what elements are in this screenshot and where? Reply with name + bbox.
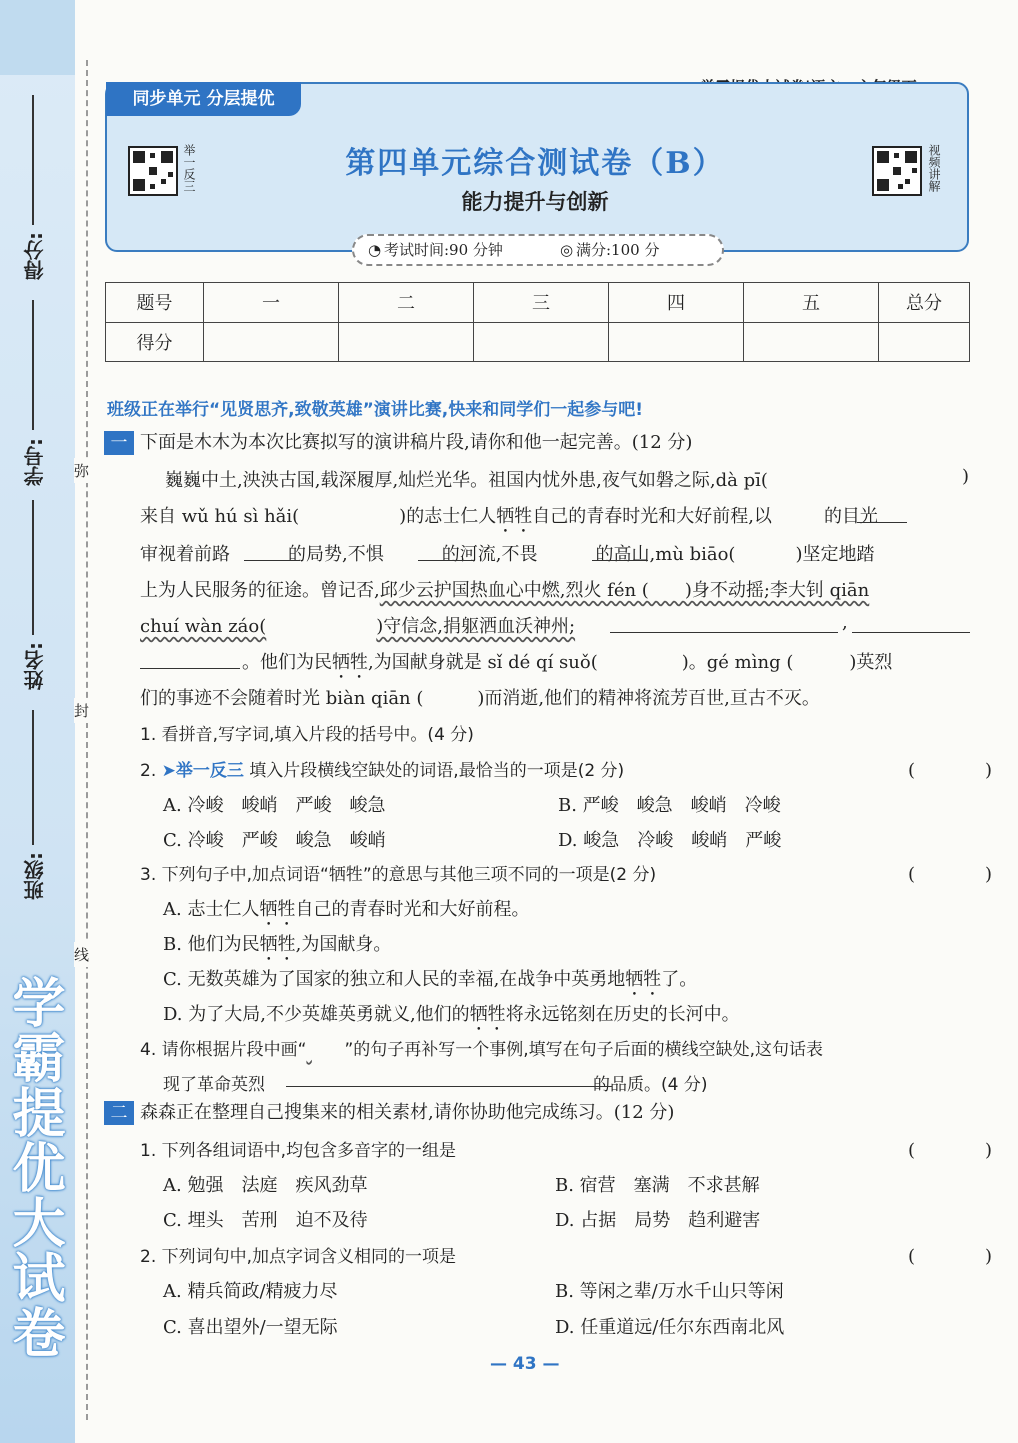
question-2-2: 2. 下列词句中,加点字词含义相同的一项是 (140, 1247, 457, 1267)
score-cell: 五 (744, 283, 879, 323)
score-cell: 总分 (879, 283, 970, 323)
question-1-4-cont (163, 1070, 707, 1095)
passage-text: 的目光 (823, 506, 878, 527)
intro-text: 班级正在举行“见贤思齐,致敬英雄”演讲比赛,快来和同学们一起参与吧! (107, 400, 644, 420)
option-c[interactable]: C. 埋头 苦刑 迫不及待 (163, 1210, 368, 1231)
question-number: 2. (140, 761, 157, 781)
score-cell: 一 (204, 283, 339, 323)
answer-paren[interactable]: ( ) (908, 1140, 1018, 1161)
option-text: B. 他们为民 (163, 934, 260, 955)
option-a[interactable]: A. 冷峻 峻峭 严峻 峻急 (163, 795, 386, 816)
score-cell: 得分 (106, 322, 204, 362)
passage-line-5 (140, 612, 575, 638)
dotted-word: 牺牲 (496, 506, 533, 527)
exam-time: 考试时间:90 分钟 (384, 241, 503, 259)
answer-paren[interactable]: ( ) (908, 1246, 1018, 1267)
page-number: — 43 — (490, 1354, 560, 1374)
passage-text: 的河流,不畏 (441, 544, 538, 565)
wavy-sentence: 邱少云护国热血心中燃,烈火 fén ( )身不动摇;李大钊 qiān (379, 580, 870, 601)
option-text: A. 志士仁人 (163, 899, 260, 920)
answer-paren[interactable]: ( ) (908, 760, 1018, 781)
passage-line-4 (140, 576, 869, 602)
score-cell: 题号 (106, 283, 204, 323)
dotted-word: 牺牲 (259, 934, 296, 955)
side-strip-top (0, 0, 75, 75)
section-1-number: 一 (104, 431, 134, 455)
field-score-line (32, 95, 34, 225)
option-d[interactable]: D. 任重道远/任尔东西南北风 (555, 1317, 785, 1338)
field-id-line (32, 300, 34, 430)
page-title: 第四单元综合测试卷（B） (345, 146, 725, 181)
section-2-number: 二 (104, 1101, 134, 1125)
field-class-line (32, 710, 34, 845)
option-text: ,为国献身。 (295, 934, 392, 955)
seal-line (86, 60, 88, 1420)
option-d[interactable]: D. 占据 局势 趋利避害 (555, 1210, 761, 1231)
question-text: 的品质。(4 分) (593, 1075, 708, 1095)
clock-icon: ◔ (368, 241, 382, 259)
passage-line-6 (242, 648, 892, 683)
passage-text: )坚定地踏 (795, 544, 875, 565)
passage-text: 的高山,mù biāo( (595, 544, 736, 565)
wavy-sentence: )守信念,捐躯洒血沃神州; (376, 616, 576, 637)
passage-text: 上为人民服务的征途。曾记否, (140, 580, 380, 601)
question-1-3: 3. 下列句子中,加点词语“牺牲”的意思与其他三项不同的一项是(2 分) (140, 865, 657, 885)
unit-tag: 同步单元 分层提优 (106, 82, 301, 116)
tip-tag: ➤举一反三 (161, 761, 244, 781)
fill-blank[interactable] (857, 522, 907, 523)
score-input[interactable] (339, 322, 474, 362)
score-table-score-row (106, 322, 970, 362)
section-2-heading-text: 森森正在整理自己搜集来的相关素材,请你协助他完成练习。(12 分) (140, 1102, 675, 1123)
passage-line-2 (140, 502, 878, 537)
passage-text: 审视着前路 (140, 544, 230, 565)
qr-code-left[interactable] (128, 146, 178, 196)
exam-info-pill (352, 234, 724, 266)
field-score-label: 得分: (23, 232, 47, 280)
option-a[interactable]: A. 勉强 法庭 疾风劲草 (163, 1175, 368, 1196)
qr-right-label: 视频讲解 (927, 144, 941, 192)
option-b[interactable]: B. 严峻 峻急 峻峭 冷峻 (558, 795, 781, 816)
section-1-heading (104, 428, 692, 455)
score-input[interactable] (744, 322, 879, 362)
option-b[interactable]: B. 等闲之辈/万水千山只等闲 (555, 1281, 784, 1302)
page-subtitle: 能力提升与创新 (461, 190, 609, 214)
passage-text: 自己的青春时光和大好前程,以 (532, 506, 772, 527)
option-text: 将永远铭刻在历史的长河中。 (505, 1004, 740, 1025)
fill-blank[interactable] (852, 632, 970, 633)
passage-text: 巍巍中土,泱泱古国,载深履厚,灿烂光华。祖国内忧外患,夜气如磐之际,dà pī( (165, 470, 768, 491)
qr-pattern-right (874, 148, 920, 194)
passage-text: )的志士仁人 (399, 506, 497, 527)
fill-blank[interactable] (286, 1086, 612, 1087)
seal-label-xian: 线 (74, 942, 89, 967)
option-c[interactable]: C. 喜出望外/一望无际 (163, 1317, 338, 1338)
fill-blank[interactable] (244, 560, 300, 561)
full-score: 满分:100 分 (576, 241, 660, 259)
question-1-2 (140, 756, 624, 781)
passage-line-1-end: ) (962, 466, 970, 487)
qr-left-label: 举一反三 (182, 144, 196, 192)
field-name-line (32, 500, 34, 635)
question-1-4 (140, 1035, 823, 1060)
question-1-1: 1. 看拼音,写字词,填入片段的括号中。(4 分) (140, 725, 474, 745)
seal-label-feng: 封 (74, 698, 89, 723)
vertical-brand-title: 学霸提优大试卷 (4, 975, 65, 1360)
passage-line-3 (140, 540, 874, 566)
passage-text: )英烈 (849, 652, 893, 673)
option-a[interactable]: A. 精兵简政/精疲力尽 (163, 1281, 338, 1302)
field-name-label: 姓名: (23, 642, 47, 690)
check-icon: ◎ (560, 241, 574, 259)
qr-code-right[interactable] (872, 146, 922, 196)
question-text: ”的句子再补写一个事例,填写在句子后面的横线空缺处,这句话表 (344, 1040, 824, 1060)
answer-paren[interactable]: ( ) (908, 864, 1018, 885)
fill-blank[interactable] (418, 560, 474, 561)
section-1-heading-text: 下面是木木为本次比赛拟写的演讲稿片段,请你和他一起完善。(12 分) (140, 432, 693, 453)
score-input[interactable] (474, 322, 609, 362)
passage-line-1 (165, 466, 768, 492)
seal-label-mi: 弥 (74, 458, 89, 483)
score-input[interactable] (879, 322, 970, 362)
fill-blank[interactable] (140, 668, 240, 669)
passage-line-7: 们的事迹不会随着时光 biàn qiān ( )而消逝,他们的精神将流芳百世,亘古不灭。 (140, 688, 820, 709)
question-text: 现了革命英烈 (163, 1075, 265, 1095)
field-class-label: 班级: (23, 852, 47, 900)
field-id-label: 学号: (23, 438, 47, 486)
section-2-heading (104, 1098, 674, 1125)
dotted-word: 牺牲 (625, 969, 662, 990)
score-cell: 四 (609, 283, 744, 323)
question-text: 填入片段横线空缺处的词语,最恰当的一项是(2 分) (249, 761, 625, 781)
dotted-word: 牺牲 (259, 899, 296, 920)
passage-comma: , (842, 612, 848, 633)
dotted-word: 牺牲 (332, 652, 368, 673)
score-input[interactable] (609, 322, 744, 362)
fill-blank[interactable] (592, 560, 648, 561)
passage-text: 来自 wǔ hú sì hǎi( (140, 506, 300, 527)
question-text: 4. 请你根据片段中画“ (140, 1040, 307, 1060)
option-a[interactable] (163, 895, 529, 930)
dotted-word: 牺牲 (469, 1004, 506, 1025)
option-text: 自己的青春时光和大好前程。 (295, 899, 530, 920)
score-table-header-row (106, 283, 970, 323)
option-c[interactable] (163, 965, 697, 1000)
option-d[interactable]: D. 峻急 冷峻 峻峭 严峻 (558, 830, 782, 851)
question-2-1: 1. 下列各组词语中,均包含多音字的一组是 (140, 1141, 457, 1161)
option-text: D. 为了大局,不少英雄英勇就义,他们的 (163, 1004, 470, 1025)
score-input[interactable] (204, 322, 339, 362)
option-text: 了。 (661, 969, 698, 990)
wavy-sentence: chuí wàn záo( (140, 616, 267, 637)
passage-text: ,为国献身就是 sǐ dé qí suǒ( (368, 652, 598, 673)
score-cell: 三 (474, 283, 609, 323)
option-c[interactable]: C. 冷峻 严峻 峻急 峻峭 (163, 830, 386, 851)
qr-pattern-left (130, 148, 176, 194)
option-b[interactable] (163, 930, 391, 965)
score-cell: 二 (339, 283, 474, 323)
option-d[interactable] (163, 1000, 740, 1035)
passage-text: 。他们为民 (242, 652, 332, 673)
score-table (105, 282, 970, 362)
option-text: C. 无数英雄为了国家的独立和人民的幸福,在战争中英勇地 (163, 969, 626, 990)
passage-text: )。gé mìng ( (681, 652, 794, 673)
passage-text: 的局势,不惧 (288, 544, 384, 565)
fill-blank[interactable] (610, 632, 838, 633)
option-b[interactable]: B. 宿营 塞满 不求甚解 (555, 1175, 760, 1196)
